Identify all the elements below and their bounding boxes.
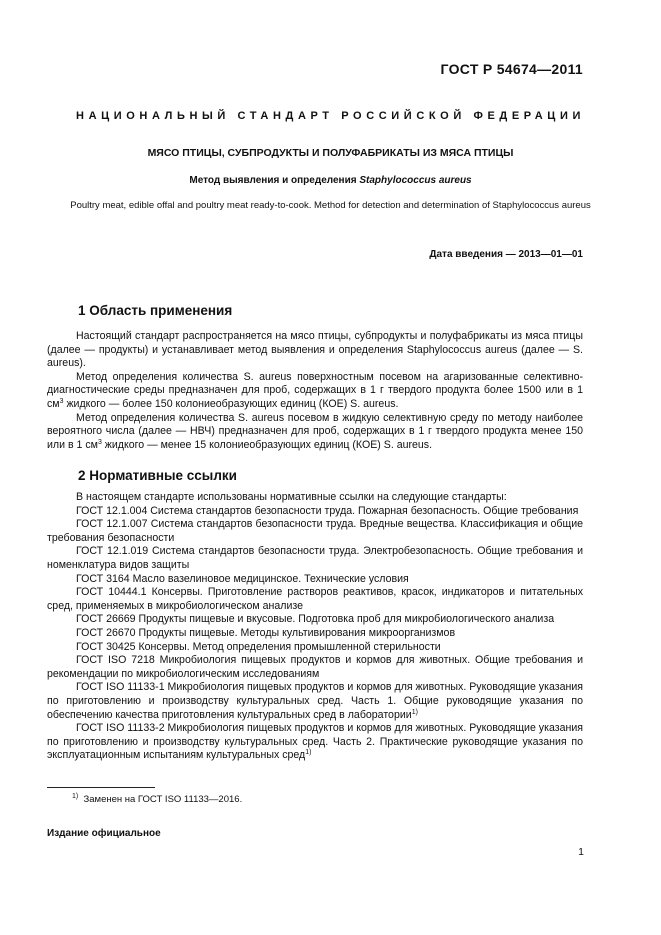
section-1-heading: 1 Область применения <box>78 303 233 318</box>
reference-item-iso-11133-2 <box>47 722 583 763</box>
surface-method-paragraph <box>47 371 583 412</box>
reference-item: ГОСТ 26669 Продукты пищевые и вкусовые. Подготовка проб для микробиологического анализа <box>76 613 555 626</box>
mpn-method-superscript: 3 <box>97 438 102 446</box>
page-number: 1 <box>578 846 584 858</box>
reference-item: ГОСТ 26670 Продукты пищевые. Методы культивирования микроорганизмов <box>76 626 456 639</box>
document-subtitle <box>47 175 614 186</box>
surface-method-text-2: жидкого — более 150 колониеобразующих единиц (КОЕ) S. aureus. <box>63 397 399 410</box>
footnote <box>72 794 242 805</box>
section-2-body <box>47 491 583 763</box>
reference-item: ГОСТ 12.1.007 Система стандартов безопасности труда. Вредные вещества. Классификация и общие требования безопасности <box>47 518 583 544</box>
footnote-separator <box>47 787 155 788</box>
reference-text: ГОСТ ISO 11133-1 Микробиология пищевых продуктов и кормов для животных. Руководящие указания по приготовлению и производству культуральных сред. Часть 1. Общие руководящие указания по обеспечению качества приготовления культуральных сред в лаборатории <box>47 681 583 721</box>
reference-item: ГОСТ 12.1.004 Система стандартов безопасности труда. Пожарная безопасность. Общие требования <box>76 504 579 517</box>
footnote-marker: 1) <box>305 749 312 757</box>
edition-label: Издание официальное <box>47 828 161 839</box>
reference-item: ГОСТ 10444.1 Консервы. Приготовление растворов реактивов, красок, индикаторов и питательных сред, применяемых в микробиологическом анализе <box>47 586 583 612</box>
surface-method-text-1: Метод определения количества S. aureus поверхностным посевом на агаризованные селективно-диагностические среды предназначен для проб, содержащих в 1 г твердого продукта более 1500 или в 1 см <box>47 370 583 410</box>
reference-text: ГОСТ ISO 11133-2 Микробиология пищевых продуктов и кормов для животных. Руководящие указания по приготовлению и производству культуральных сред. Часть 2. Практические руководящие указания по эксплуатационным испытаниям культуральных сред <box>47 722 583 762</box>
document-title-en: Poultry meat, edible offal and poultry meat ready-to-cook. Method for detection and determination of Staphylococcus aureus <box>70 200 591 211</box>
footnote-marker: 1) <box>411 708 418 716</box>
surface-method-superscript: 3 <box>59 397 64 405</box>
document-title-ru: МЯСО ПТИЦЫ, СУБПРОДУКТЫ И ПОЛУФАБРИКАТЫ ИЗ МЯСА ПТИЦЫ <box>147 147 514 159</box>
footnote-text: Заменен на ГОСТ ISO 11133—2016. <box>83 794 243 805</box>
mpn-method-text-2: жидкого — менее 15 колониеобразующих единиц (КОЕ) S. aureus. <box>101 438 433 451</box>
reference-item-iso-11133-1 <box>47 681 583 722</box>
reference-item: ГОСТ ISO 7218 Микробиология пищевых продуктов и кормов для животных. Общие требования и рекомендации по микробиологическим исследованиям <box>47 654 583 680</box>
reference-item: ГОСТ 30425 Консервы. Метод определения промышленной стерильности <box>76 640 441 653</box>
introduction-date: Дата введения — 2013—01—01 <box>429 249 583 260</box>
section-2-heading: 2 Нормативные ссылки <box>78 468 237 483</box>
subtitle-organism: Staphylococcus aureus <box>359 175 472 186</box>
standard-title: НАЦИОНАЛЬНЫЙ СТАНДАРТ РОССИЙСКОЙ ФЕДЕРАЦИИ <box>76 110 585 122</box>
reference-item: ГОСТ 12.1.019 Система стандартов безопасности труда. Электробезопасность. Общие требования и номенклатура видов защиты <box>47 545 583 571</box>
scope-paragraph: Настоящий стандарт распространяется на мясо птицы, субпродукты и полуфабрикаты из мяса птицы (далее — продукты) и устанавливает метод выявления и определения Staphylococcus aureus (далее — S. aureus). <box>47 330 583 370</box>
subtitle-method-text: Метод выявления и определения <box>189 175 360 186</box>
mpn-method-text-1: Метод определения количества S. aureus посевом в жидкую селективную среду по методу наиболее вероятного числа (далее — НВЧ) предназначен для проб, содержащих в 1 г твердого продукта менее 150 или в 1 см <box>47 411 583 451</box>
section-1-body <box>47 330 583 452</box>
reference-item: ГОСТ 3164 Масло вазелиновое медицинское. Технические условия <box>76 572 409 585</box>
references-intro: В настоящем стандарте использованы нормативные ссылки на следующие стандарты: <box>76 491 507 503</box>
document-number: ГОСТ Р 54674—2011 <box>440 61 583 77</box>
footnote-mark: 1) <box>72 793 79 800</box>
mpn-method-paragraph <box>47 412 583 453</box>
